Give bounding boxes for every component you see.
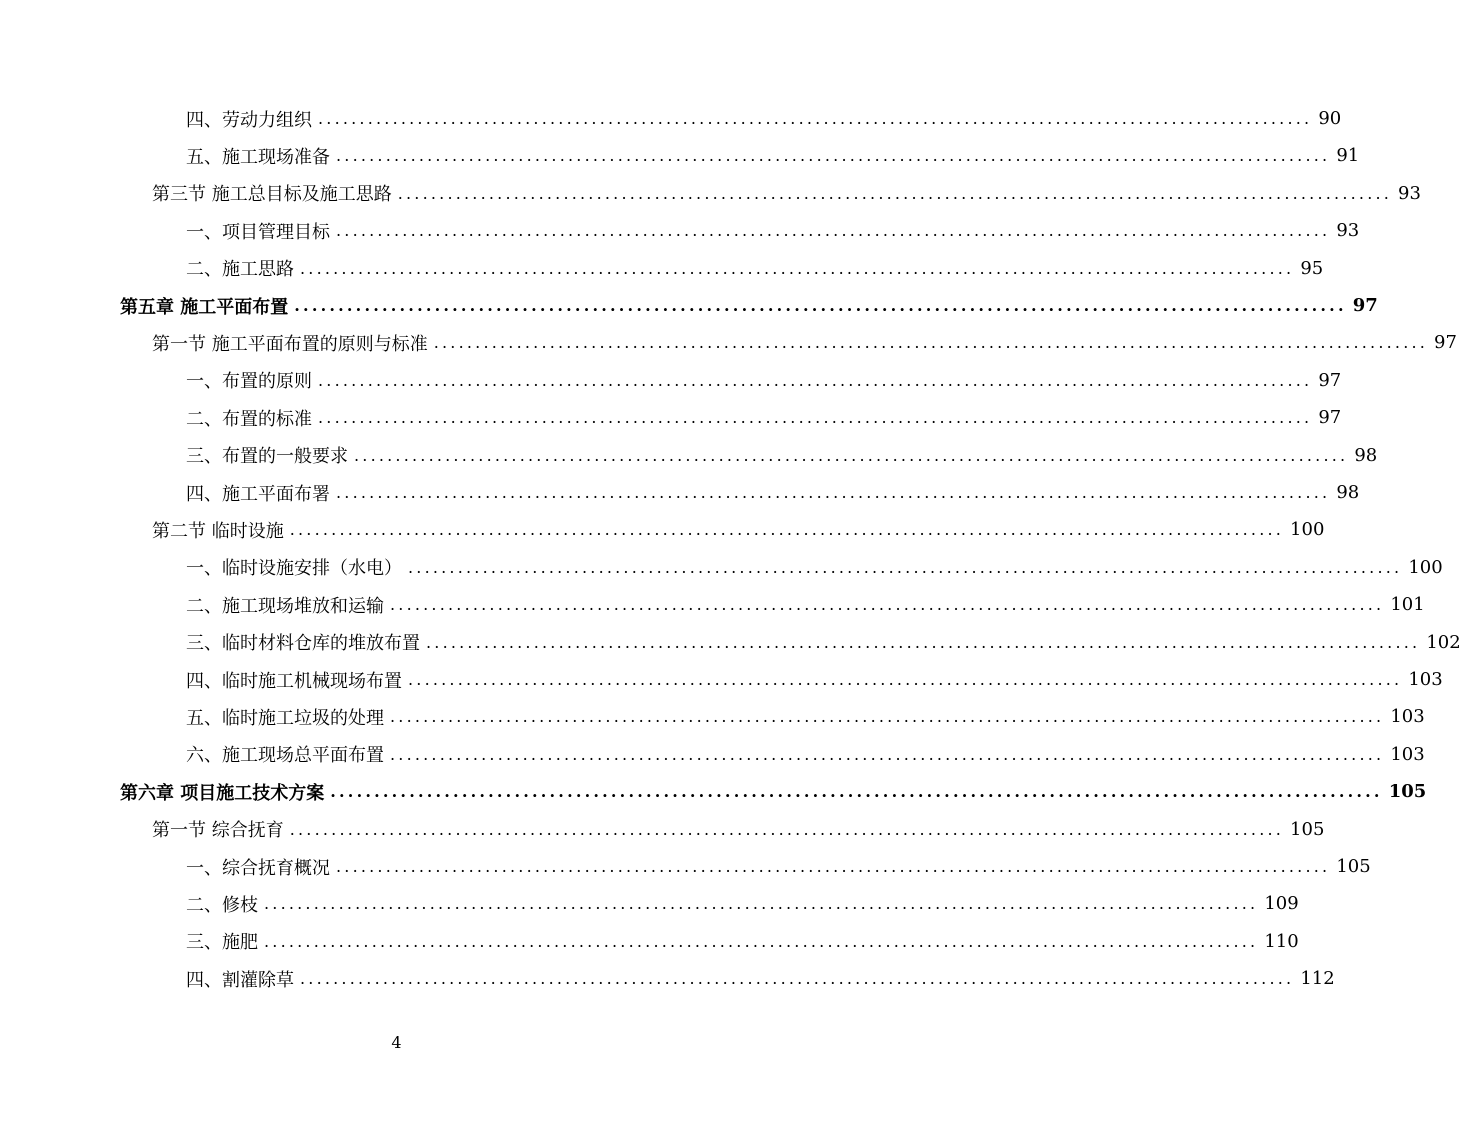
toc-entry-page: 109 [1264, 893, 1299, 915]
toc-entry-title: 四、割灌除草 [186, 969, 294, 991]
toc-dot-leader: ........................................................................................................................ [318, 109, 1313, 128]
toc-entry-page: 110 [1264, 930, 1299, 952]
toc-entry-title: 四、劳动力组织 [186, 109, 312, 131]
toc-entry-title: 一、综合抚育概况 [186, 857, 330, 879]
toc-entry-title: 第五章 施工平面布置 [120, 296, 289, 318]
toc-dot-leader: ........................................................................................................................ [336, 857, 1331, 876]
toc-entry-page: 103 [1390, 706, 1425, 728]
toc-entry-item [186, 399, 1342, 436]
toc-entry-title: 第三节 施工总目标及施工思路 [152, 184, 392, 206]
toc-entry-item [186, 698, 1425, 735]
toc-dot-leader: ........................................................................................................................ [390, 744, 1385, 764]
toc-entry-page: 98 [1354, 444, 1378, 466]
toc-entry-page: 102 [1426, 631, 1461, 653]
toc-dot-leader: ........................................................................................................................ [318, 408, 1313, 428]
toc-dot-leader: ........................................................................................................................ [390, 595, 1385, 615]
toc-entry-title: 三、临时材料仓库的堆放布置 [186, 633, 420, 655]
toc-dot-leader: ........................................................................................................................ [300, 969, 1295, 989]
toc-dot-leader: ........................................................................................................................ [354, 445, 1349, 465]
toc-entry-chapter [120, 773, 1427, 810]
toc-dot-leader: ........................................................................................................................ [336, 483, 1331, 502]
toc-entry-page: 112 [1300, 968, 1335, 990]
toc-entry-title: 第一节 综合抚育 [152, 820, 284, 842]
toc-entry-title: 二、施工现场堆放和运输 [186, 595, 384, 617]
toc-entry-page: 105 [1388, 781, 1427, 803]
toc-entry-page: 103 [1390, 743, 1425, 765]
toc-entry-page: 90 [1318, 108, 1342, 129]
toc-dot-leader: ........................................................................................................................ [318, 370, 1313, 390]
toc-dot-leader: ........................................................................................................................ [390, 707, 1385, 727]
toc-entry-item [186, 137, 1360, 174]
toc-entry-page: 97 [1318, 407, 1342, 429]
toc-entry-section [152, 511, 1325, 548]
toc-entry-page: 98 [1336, 482, 1360, 503]
toc-entry-section [152, 811, 1325, 848]
toc-entry-title: 二、布置的标准 [186, 408, 312, 430]
toc-dot-leader: ........................................................................................................................ [408, 670, 1403, 689]
toc-entry-title: 第六章 项目施工技术方案 [120, 782, 325, 804]
page-number: 4 [391, 1033, 402, 1052]
toc-dot-leader: ........................................................................................................................ [336, 221, 1331, 241]
toc-entry-title: 二、修枝 [186, 894, 258, 916]
toc-entry-page: 100 [1408, 556, 1443, 578]
toc-entry-page: 105 [1336, 856, 1371, 877]
toc-dot-leader: ........................................................................................................................ [426, 632, 1421, 652]
toc-entry-title: 一、布置的原则 [186, 371, 312, 393]
toc-entry-title: 三、施肥 [186, 932, 258, 954]
toc-entry-item [186, 250, 1324, 287]
toc-entry-page: 93 [1398, 182, 1421, 204]
toc-entry-title: 四、临时施工机械现场布置 [186, 670, 402, 692]
toc-entry-item [186, 549, 1443, 586]
toc-entry-section [152, 324, 1457, 361]
toc-entry-page: 97 [1434, 332, 1457, 354]
toc-entry-item [186, 848, 1371, 885]
toc-dot-leader: ........................................................................................................................ [397, 183, 1393, 203]
toc-entry-page: 103 [1408, 669, 1443, 690]
toc-dot-leader: ........................................................................................................................ [289, 819, 1285, 839]
toc-entry-page: 97 [1318, 369, 1342, 391]
toc-entry-title: 一、临时设施安排（水电） [186, 558, 402, 580]
toc-entry-title: 三、布置的一般要求 [186, 446, 348, 468]
toc-dot-leader: ........................................................................................................................ [264, 894, 1259, 914]
toc-entry-item [186, 362, 1342, 399]
toc-entry-page: 95 [1300, 257, 1324, 279]
toc-entry-title: 五、临时施工垃圾的处理 [186, 707, 384, 729]
toc-entry-title: 六、施工现场总平面布置 [186, 745, 384, 767]
toc-entry-page: 91 [1336, 145, 1360, 167]
toc-entry-item [186, 923, 1299, 960]
toc-entry-chapter [120, 287, 1378, 324]
toc-entry-title: 二、施工思路 [186, 259, 294, 281]
toc-entry-item [186, 885, 1299, 922]
toc-dot-leader: ........................................................................................................................ [294, 296, 1347, 315]
toc-entry-item [186, 624, 1461, 661]
toc-entry-page: 97 [1352, 295, 1378, 316]
toc-dot-leader: ........................................................................................................................ [433, 333, 1429, 353]
toc-dot-leader: ........................................................................................................................ [336, 146, 1331, 166]
toc-entry-item [186, 437, 1378, 474]
toc-entry-section [152, 175, 1421, 212]
toc-entry-title: 四、施工平面布署 [186, 483, 330, 505]
toc-entry-page: 93 [1336, 220, 1360, 242]
toc-entry-page: 100 [1290, 519, 1325, 541]
toc-entry-title: 五、施工现场准备 [186, 146, 330, 168]
toc-entry-item [186, 100, 1342, 137]
toc-entry-item [186, 736, 1425, 773]
toc-dot-leader: ........................................................................................................................ [408, 557, 1403, 577]
toc-entry-title: 第二节 临时设施 [152, 520, 284, 542]
toc-dot-leader: ........................................................................................................................ [300, 258, 1295, 278]
toc-entry-page: 101 [1390, 594, 1425, 616]
toc-entry-item [186, 474, 1360, 511]
toc-entry-item [186, 661, 1443, 698]
toc-entry-item [186, 212, 1360, 249]
toc-entry-item [186, 960, 1335, 997]
toc-entry-title: 第一节 施工平面布置的原则与标准 [152, 333, 428, 355]
toc-entry-title: 一、项目管理目标 [186, 221, 330, 243]
toc-dot-leader: ........................................................................................................................ [330, 782, 1383, 802]
toc-dot-leader: ........................................................................................................................ [264, 931, 1259, 951]
toc-entry-item [186, 586, 1425, 623]
toc-entry-page: 105 [1290, 818, 1325, 840]
toc-dot-leader: ........................................................................................................................ [289, 520, 1285, 540]
